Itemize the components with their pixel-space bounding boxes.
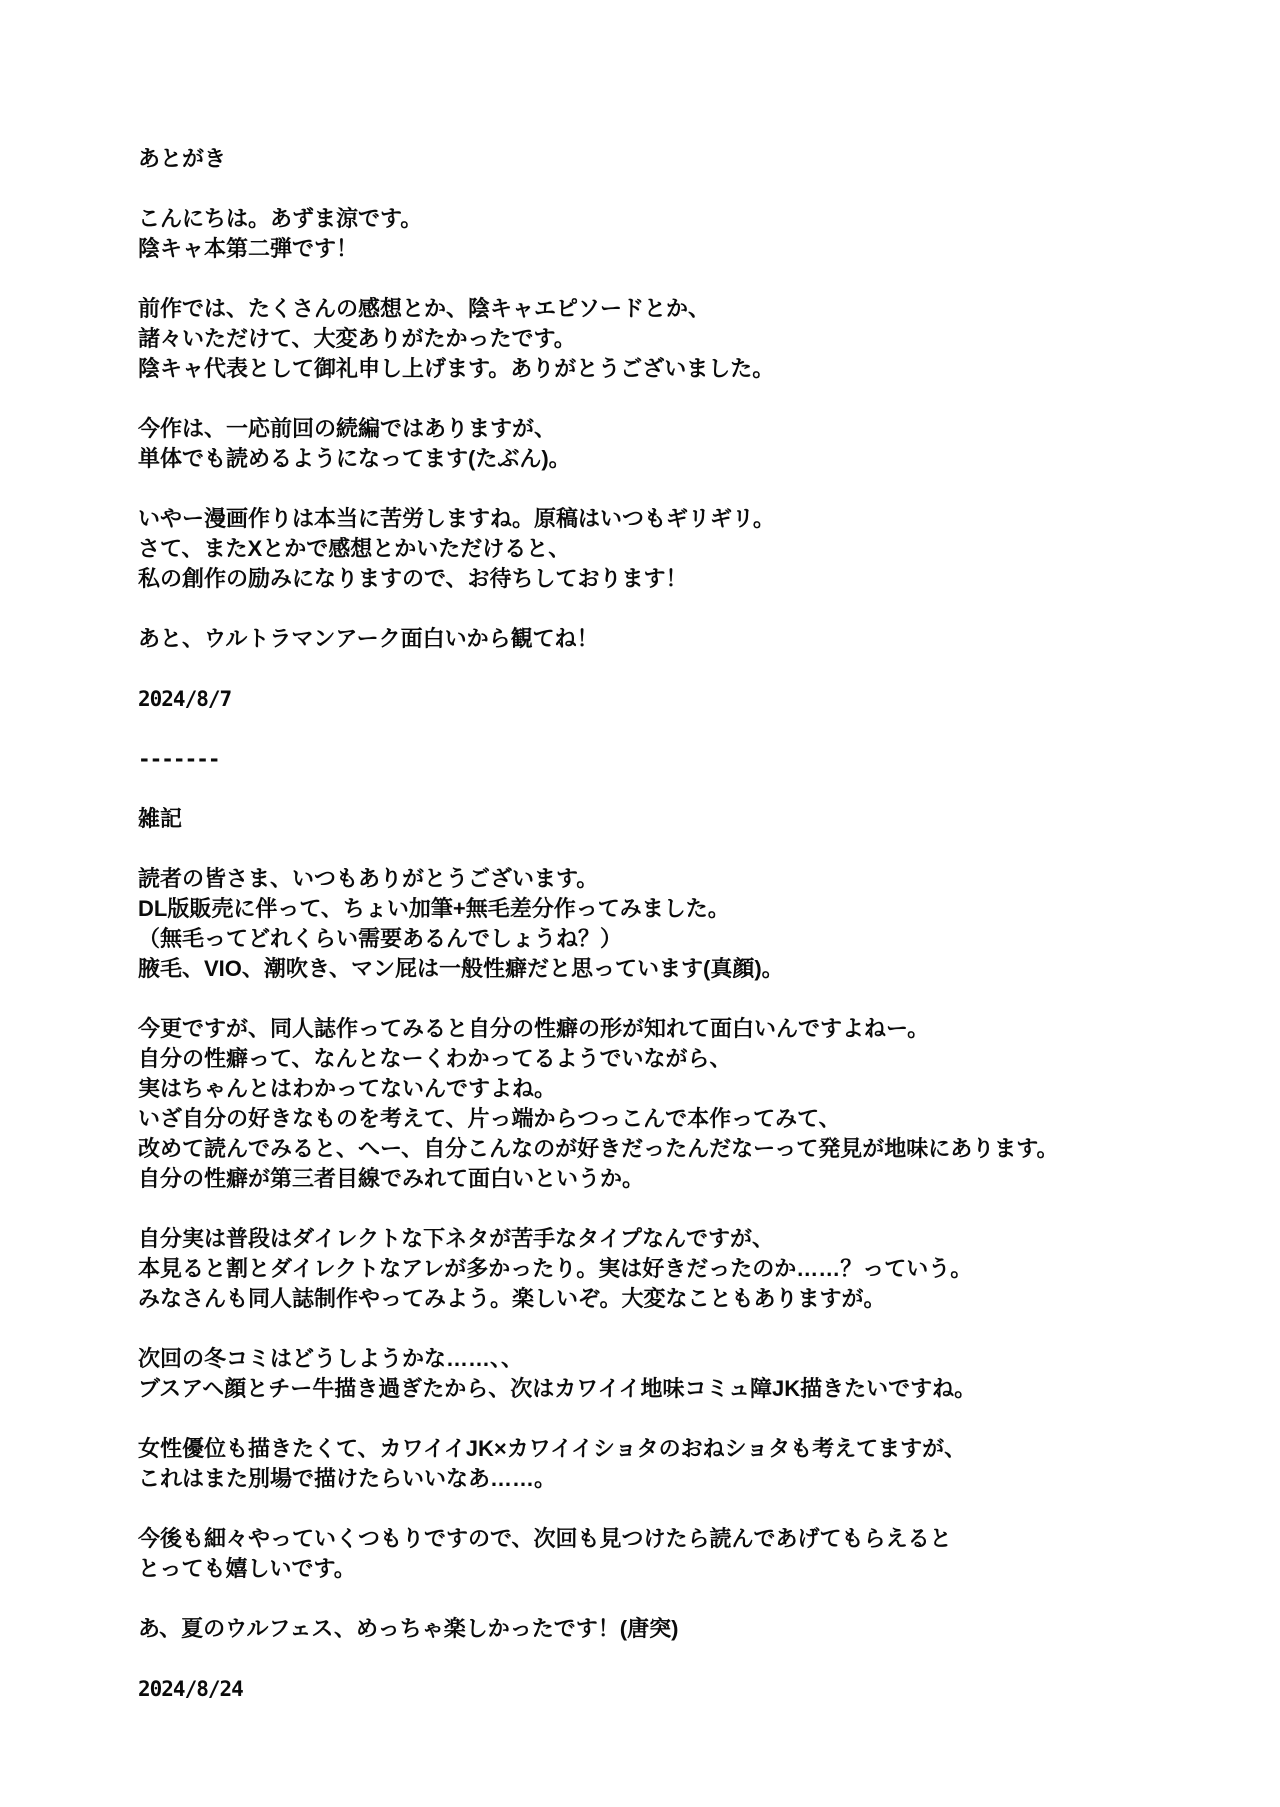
text-line: あ、夏のウルフェス、めっちゃ楽しかったです！(唐突) — [138, 1616, 679, 1641]
text-line: 今後も細々やっていくつもりですので、次回も見つけたら読んであげてもらえると — [138, 1526, 952, 1551]
notes-heading: 雑記 — [138, 806, 183, 831]
text-line: 諸々いただけて、大変ありがたかったです。 — [138, 326, 576, 351]
paragraph — [138, 1344, 1240, 1404]
paragraph — [138, 864, 1240, 984]
text-line: いざ自分の好きなものを考えて、片っ端からつっこんで本作ってみて、 — [138, 1106, 841, 1131]
page-content — [138, 144, 1240, 1734]
text-line: ブスアヘ顔とチー牛描き過ぎたから、次はカワイイ地味コミュ障JK描きたいですね。 — [138, 1376, 977, 1401]
notes-date: 2024/8/24 — [138, 1677, 243, 1701]
text-line: 改めて読んでみると、へー、自分こんなのが好きだったんだなーって発見が地味にあります。 — [138, 1136, 1059, 1161]
text-line: こんにちは。あずま涼です。 — [138, 206, 423, 231]
paragraph — [138, 294, 1240, 384]
text-line: みなさんも同人誌制作やってみよう。楽しいぞ。大変なこともありますが。 — [138, 1286, 886, 1311]
paragraph — [138, 1434, 1240, 1494]
paragraph — [138, 204, 1240, 264]
text-line: 本見ると割とダイレクトなアレが多かったり。実は好きだったのか……？っていう。 — [138, 1256, 973, 1281]
text-line: 自分の性癖が第三者目線でみれて面白いというか。 — [138, 1166, 645, 1191]
text-line: 腋毛、VIO、潮吹き、マン屁は一般性癖だと思っています(真顔)。 — [138, 956, 784, 981]
afterword-date: 2024/8/7 — [138, 687, 232, 711]
paragraph — [138, 1614, 1240, 1644]
text-line: 女性優位も描きたくて、カワイイJK×カワイイショタのおねショタも考えてますが、 — [138, 1436, 967, 1461]
paragraph — [138, 1524, 1240, 1584]
text-line: DL版販売に伴って、ちょい加筆+無毛差分作ってみました。 — [138, 896, 730, 921]
text-line: いやー漫画作りは本当に苦労しますね。原稿はいつもギリギリ。 — [138, 506, 775, 531]
text-line: 今更ですが、同人誌作ってみると自分の性癖の形が知れて面白いんですよねー。 — [138, 1016, 930, 1041]
section-divider: ------- — [138, 747, 220, 771]
text-line: さて、またXとかで感想とかいただけると、 — [138, 536, 571, 561]
paragraph — [138, 1224, 1240, 1314]
text-line: あと、ウルトラマンアーク面白いから観てね！ — [138, 626, 599, 651]
text-line: 陰キャ本第二弾です！ — [138, 236, 359, 261]
text-line: 私の創作の励みになりますので、お待ちしております！ — [138, 566, 688, 591]
paragraph — [138, 414, 1240, 474]
text-line: 自分の性癖って、なんとなーくわかってるようでいながら、 — [138, 1046, 732, 1071]
notes-body — [138, 864, 1240, 1644]
text-line: 実はちゃんとはわかってないんですよね。 — [138, 1076, 557, 1101]
text-line: （無毛ってどれくらい需要あるんでしょうね？） — [138, 926, 623, 951]
text-line: 前作では、たくさんの感想とか、陰キャエピソードとか、 — [138, 296, 711, 321]
text-line: 単体でも読めるようになってます(たぶん)。 — [138, 446, 571, 471]
text-line: 自分実は普段はダイレクトな下ネタが苦手なタイプなんですが、 — [138, 1226, 775, 1251]
text-line: これはまた別場で描けたらいいなあ……。 — [138, 1466, 557, 1491]
afterword-heading: あとがき — [138, 146, 227, 171]
text-line: とっても嬉しいです。 — [138, 1556, 356, 1581]
afterword-body — [138, 204, 1240, 654]
text-line: 陰キャ代表として御礼申し上げます。ありがとうございました。 — [138, 356, 775, 381]
paragraph — [138, 1014, 1240, 1194]
paragraph — [138, 624, 1240, 654]
text-line: 今作は、一応前回の続編ではありますが、 — [138, 416, 557, 441]
text-line: 読者の皆さま、いつもありがとうございます。 — [138, 866, 599, 891]
paragraph — [138, 504, 1240, 594]
text-line: 次回の冬コミはどうしようかな……、、 — [138, 1346, 524, 1371]
